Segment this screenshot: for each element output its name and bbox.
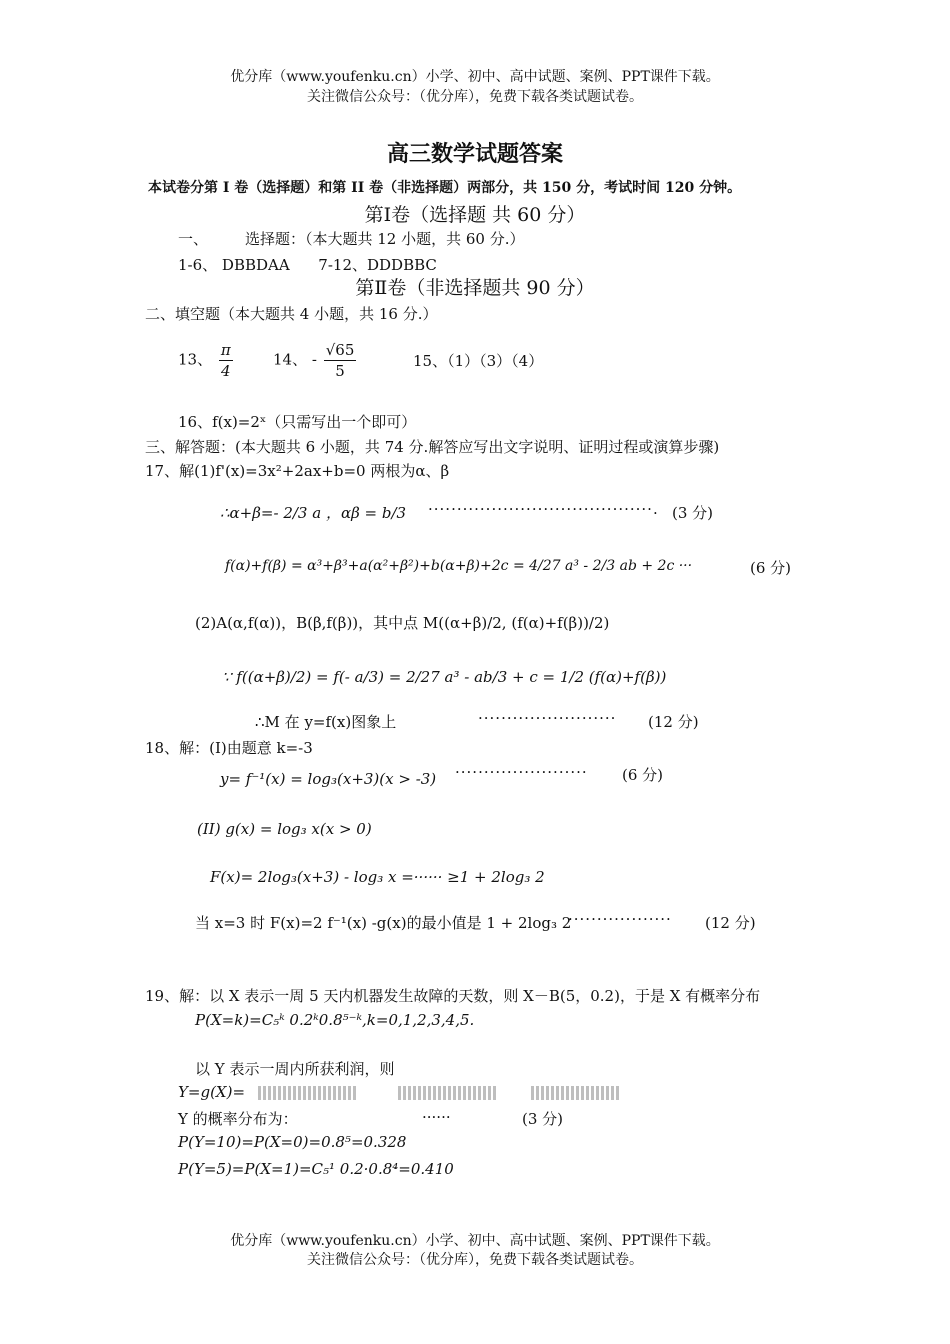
blurred-segment-3 bbox=[531, 1086, 621, 1100]
q13-fraction bbox=[219, 340, 233, 381]
page-title: 高三数学试题答案 bbox=[386, 141, 563, 167]
q19-line-5: Y 的概率分布为： bbox=[178, 1110, 298, 1128]
q18-dots-2: ·················· bbox=[568, 910, 672, 928]
intro-text: 本试卷分第 I 卷（选择题）和第 II 卷（非选择题）两部分，共 150 分，考试时间 120 分钟。 bbox=[148, 180, 742, 196]
q18-line-2: y= f⁻¹(x) = log₃(x+3)(x > -3) bbox=[220, 770, 437, 788]
q19-score-1: (3 分) bbox=[522, 1110, 564, 1128]
footer-line-1: 优分库（www.youfenku.cn）小学、初中、高中试题、案例、PPT课件下载。 bbox=[230, 1233, 720, 1249]
section-2-heading: 二、填空题（本大题共 4 小题，共 16 分.） bbox=[145, 305, 438, 323]
q17-score-2: (6 分) bbox=[750, 559, 792, 577]
q18-line-1: 18、解：(I)由题意 k=-3 bbox=[145, 739, 313, 757]
blurred-segment-2 bbox=[398, 1086, 498, 1100]
header-line-2: 关注微信公众号：（优分库），免费下载各类试题试卷。 bbox=[307, 89, 643, 105]
header-line-1: 优分库（www.youfenku.cn）小学、初中、高中试题、案例、PPT课件下载。 bbox=[230, 69, 720, 85]
section-3-heading: 三、解答题：(本大题共 6 小题，共 74 分.解答应写出文字说明、证明过程或演算步骤) bbox=[145, 438, 720, 456]
fill-q15: 15、（1）（3）（4） bbox=[413, 352, 544, 370]
q19-line-7: P(Y=5)=P(X=1)=C₅¹ 0.2·0.8⁴=0.410 bbox=[178, 1160, 454, 1178]
fill-q13 bbox=[178, 340, 235, 381]
q14-denominator: 5 bbox=[335, 362, 345, 380]
q19-line-3: 以 Y 表示一周内所获利润，则 bbox=[195, 1060, 395, 1078]
q19-line-6: P(Y=10)=P(X=0)=0.8⁵=0.328 bbox=[178, 1133, 407, 1151]
q17-dots-2: ························ bbox=[478, 709, 617, 727]
q18-line-5: 当 x=3 时 F(x)=2 f⁻¹(x) -g(x)的最小值是 1 + 2log₃ 2 bbox=[195, 914, 572, 932]
q19-line-1: 19、解：以 X 表示一周 5 天内机器发生故障的天数，则 X－B(5，0.2)，于是 X 有概率分布 bbox=[145, 987, 761, 1005]
q17-line-5: ∵ f((α+β)/2) = f(- a/3) = 2/27 a³ - ab/3 + c = 1/2 (f(α)+f(β)) bbox=[222, 668, 667, 686]
fill-q14 bbox=[273, 340, 358, 381]
q17-line-3: f(α)+f(β) = α³+β³+a(α²+β²)+b(α+β)+2c = 4/27 a³ - 2/3 ab + 2c ··· bbox=[225, 558, 693, 574]
q19-line-4: Y=g(X)= bbox=[178, 1083, 246, 1101]
q18-line-3: (II) g(x) = log₃ x(x > 0) bbox=[197, 820, 372, 838]
q14-fraction bbox=[324, 340, 357, 381]
q14-numerator: √65 bbox=[325, 341, 355, 359]
q18-score-1: (6 分) bbox=[622, 766, 664, 784]
q17-line-1: 17、解(1)f'(x)=3x²+2ax+b=0 两根为α、β bbox=[145, 462, 450, 480]
choice-answers: 1-6、 DBBDAA 7-12、DDDBBC bbox=[178, 256, 437, 274]
q13-denominator: 4 bbox=[221, 362, 231, 380]
piecewise-blurred bbox=[258, 1083, 621, 1101]
section-1-label: 选择题：（本大题共 12 小题，共 60 分.） bbox=[245, 230, 525, 248]
q17-dots-1: ·······································. bbox=[428, 500, 659, 518]
q17-line-6: ∴M 在 y=f(x)图象上 bbox=[255, 713, 397, 731]
blurred-segment-1 bbox=[258, 1086, 358, 1100]
q13-numerator: π bbox=[220, 341, 231, 359]
q14-sign: - bbox=[311, 350, 317, 369]
volume-1-heading: 第Ⅰ卷（选择题 共 60 分） bbox=[364, 204, 586, 226]
q19-dots: ······ bbox=[422, 1108, 451, 1126]
fill-q16: 16、f(x)=2ˣ（只需写出一个即可） bbox=[178, 413, 417, 431]
footer-line-2: 关注微信公众号：（优分库），免费下载各类试题试卷。 bbox=[307, 1252, 643, 1268]
q18-score-2: (12 分) bbox=[705, 914, 756, 932]
q17-score-1: (3 分) bbox=[672, 504, 714, 522]
q17-line-4: (2)A(α,f(α))，B(β,f(β))，其中点 M((α+β)/2, (f(α)+f(β))/2) bbox=[195, 614, 610, 632]
section-1-number: 一、 bbox=[178, 230, 209, 248]
q18-line-4: F(x)= 2log₃(x+3) - log₃ x =······ ≥1 + 2log₃ 2 bbox=[210, 868, 545, 886]
volume-2-heading: 第Ⅱ卷（非选择题共 90 分） bbox=[355, 277, 595, 299]
q18-dots-1: ······················· bbox=[455, 763, 588, 781]
q13-label: 13、 bbox=[178, 350, 213, 369]
q17-line-2: ∴α+β=- 2/3 a ，αβ = b/3 bbox=[220, 504, 407, 522]
q14-label: 14、 bbox=[273, 350, 308, 369]
q17-score-3: (12 分) bbox=[648, 713, 699, 731]
q19-line-2: P(X=k)=C₅ᵏ 0.2ᵏ0.8⁵⁻ᵏ,k=0,1,2,3,4,5. bbox=[195, 1011, 475, 1029]
